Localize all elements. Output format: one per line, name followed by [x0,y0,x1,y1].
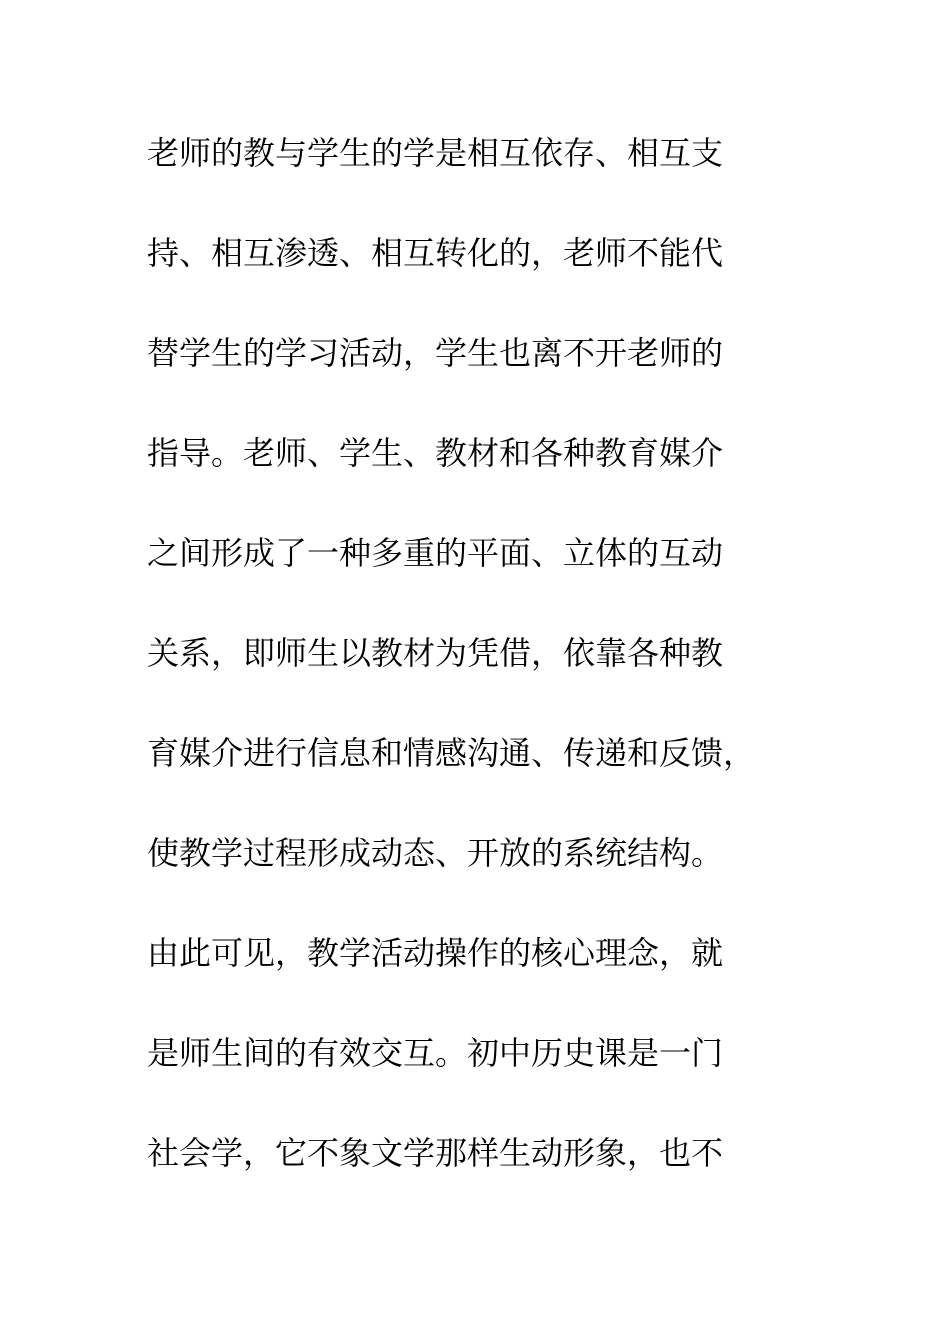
text-line: 是师生间的有效交互。初中历史课是一门 [147,1034,724,1072]
text-line: 育媒介进行信息和情感沟通、传递和反馈， [147,734,756,772]
text-line: 由此可见，教学活动操作的核心理念，就 [147,934,724,972]
text-line: 关系，即师生以教材为凭借，依靠各种教 [147,634,724,672]
text-line: 老师的教与学生的学是相互依存、相互支 [147,134,724,172]
text-line: 使教学过程形成动态、开放的系统结构。 [147,834,724,872]
text-line: 指导。老师、学生、教材和各种教育媒介 [147,434,724,472]
text-line: 之间形成了一种多重的平面、立体的互动 [147,534,724,572]
body-paragraph [147,124,807,1224]
text-line: 持、相互渗透、相互转化的，老师不能代 [147,234,724,272]
text-line: 社会学，它不象文学那样生动形象，也不 [147,1134,724,1172]
text-line: 替学生的学习活动，学生也离不开老师的 [147,334,724,372]
